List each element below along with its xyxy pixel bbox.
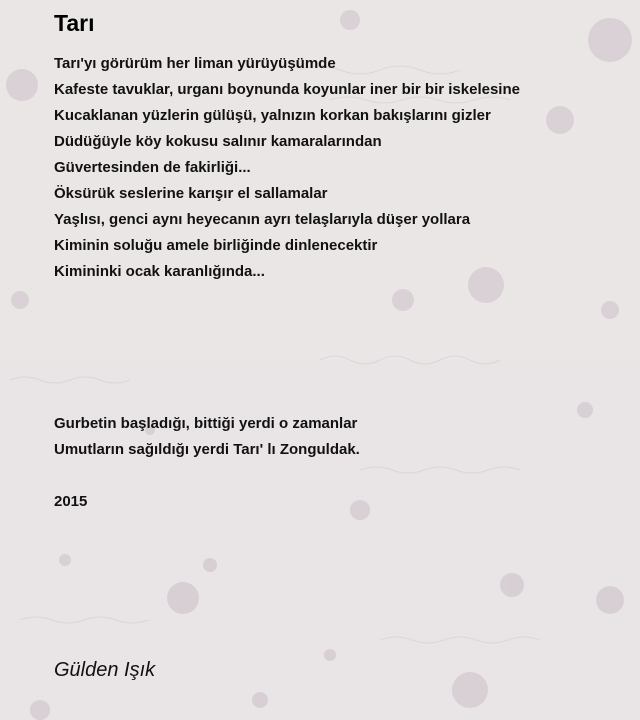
poem-line: Güvertesinden de fakirliği... <box>54 159 251 176</box>
poem-author: Gülden Işık <box>54 659 156 681</box>
poem-year: 2015 <box>54 493 88 510</box>
poem-line: Kafeste tavuklar, urganı boynunda koyunlar iner bir bir iskelesine <box>54 81 520 98</box>
stanza-1 <box>54 54 520 288</box>
poem-line: Öksürük seslerine karışır el sallamalar <box>54 185 328 202</box>
poem-line: Düdüğüyle köy kokusu salınır kamaralarından <box>54 133 382 150</box>
stanza-2 <box>54 414 360 466</box>
poem-line: Yaşlısı, genci aynı heyecanın ayrı telaşlarıyla düşer yollara <box>54 211 471 228</box>
poem-line: Tarı'yı görürüm her liman yürüyüşümde <box>54 55 336 72</box>
poem-line: Kiminin soluğu amele birliğinde dinlenecektir <box>54 237 378 254</box>
poem-line: Gurbetin başladığı, bittiği yerdi o zamanlar <box>54 415 358 432</box>
poem-line: Kimininki ocak karanlığında... <box>54 263 265 280</box>
poem-line: Kucaklanan yüzlerin gülüşü, yalnızın korkan bakışlarını gizler <box>54 107 491 124</box>
poem-line: Umutların sağıldığı yerdi Tarı' lı Zonguldak. <box>54 441 360 458</box>
poem-title: Tarı <box>54 10 95 36</box>
